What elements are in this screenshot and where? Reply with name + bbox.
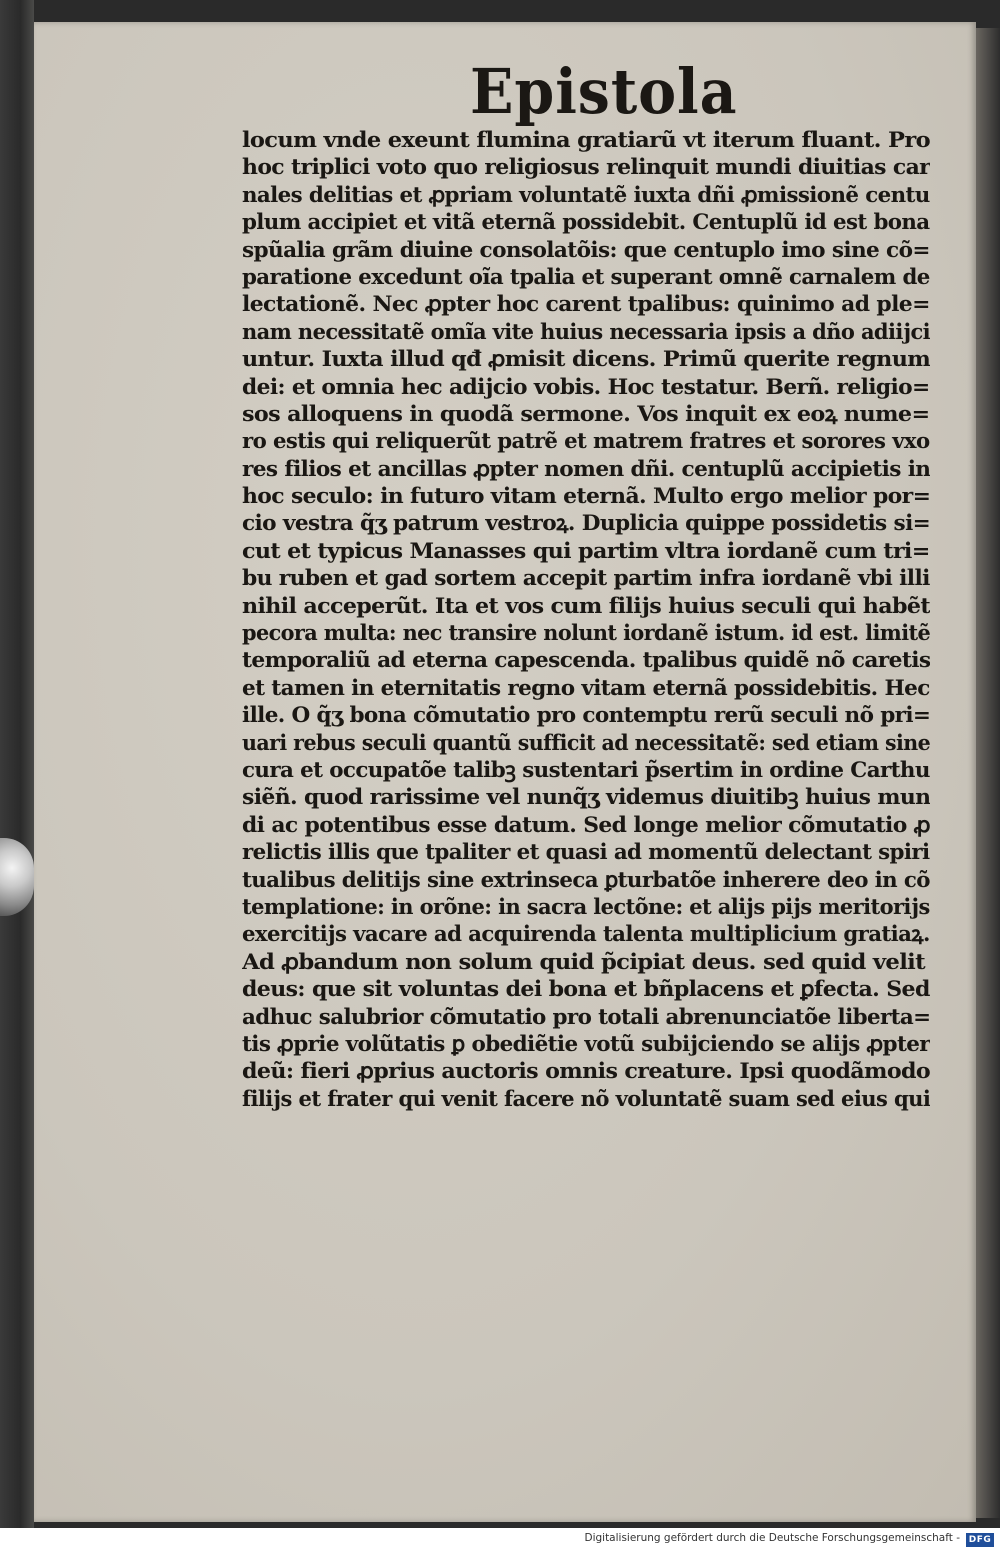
text-line: nales delitias et ꝓpriam voluntatẽ iuxta dñi ꝓmissionẽ centu (242, 181, 930, 207)
text-line: untur. Iuxta illud qđ ꝓmisit dicens. Primũ querite regnum (242, 346, 930, 372)
text-line: exercitĳs vacare ad acquirenda talenta multiplicium gratiaꝝ. (242, 921, 930, 947)
text-line: sos alloquens in quodã sermone. Vos inquit ex eoꝝ nume= (242, 400, 930, 426)
text-line: di ac potentibus esse datum. Sed longe melior cõmutatio ꝓ (242, 811, 930, 837)
text-line: templatione: in orõne: in sacra lectõne: et alĳs pĳs meritorĳs (242, 893, 930, 919)
text-line: pecora multa: nec transire nolunt iordanẽ istum. id est. limitẽ (242, 620, 930, 646)
dfg-logo-icon: DFG (966, 1533, 994, 1547)
text-line: res filios et ancillas ꝓpter nomen dñi. centuplũ accipietis in (242, 455, 930, 481)
text-line: hoc triplici voto quo religiosus relinquit mundi diuitias car (242, 154, 930, 180)
text-line: bu ruben et gad sortem accepit partim infra iordanẽ vbi illi (242, 565, 930, 591)
text-line: siẽñ. quod rarissime vel nunq̃ʒ videmus diuitibꝫ huius mun (242, 784, 930, 810)
text-line: deus: que sit voluntas dei bona et bñplacens et ꝑfecta. Sed (242, 976, 930, 1002)
text-line: nam necessitatẽ omĩa vite huius necessaria ipsis a dño adiĳci (242, 318, 930, 344)
text-line: plum accipiet et vitã eternã possidebit. Centuplũ id est bona (242, 209, 930, 235)
text-line: hoc seculo: in futuro vitam eternã. Multo ergo melior por= (242, 483, 930, 509)
text-line: ille. O q̃ʒ bona cõmutatio pro contemptu rerũ seculi nõ pri= (242, 702, 930, 728)
book-binding (0, 0, 34, 1528)
text-line: cio vestra q̃ʒ patrum vestroꝝ. Duplicia quippe possidetis si= (242, 510, 930, 536)
text-line: tualibus delitĳs sine extrinseca ꝑturbatõe inherere deo in cõ (242, 866, 930, 892)
text-line: filĳs et frater qui venit facere nõ voluntatẽ suam sed eius qui (242, 1085, 930, 1111)
text-line: dei: et omnia hec adĳcio vobis. Hoc testatur. Berñ. religio= (242, 373, 930, 399)
text-line: uari rebus seculi quantũ sufficit ad necessitatẽ: sed etiam sine (242, 729, 930, 755)
text-line: nihil acceperũt. Ita et vos cum filĳs huius seculi qui habẽt (242, 592, 930, 618)
text-line: paratione excedunt oĩa tpalia et superant omnẽ carnalem de (242, 263, 930, 289)
text-line: spũalia grãm diuine consolatõis: que centuplo imo sine cõ= (242, 236, 930, 262)
text-line: relictis illis que tpaliter et quasi ad momentũ delectant spiri (242, 839, 930, 865)
page-edge (976, 28, 1000, 1518)
text-line: cura et occupatõe talibꝫ sustentari p̃sertim in ordine Carthu (242, 756, 930, 782)
text-line: Ad ꝓbandum non solum quid p̃cipiat deus. sed quid velit (242, 948, 925, 974)
text-line: ro estis qui reliquerũt patrẽ et matrem fratres et sorores vxo (242, 428, 930, 454)
text-line: temporaliũ ad eterna capescenda. tpalibus quidẽ nõ caretis (242, 647, 930, 673)
footer-bar (0, 1528, 1000, 1553)
text-line: locum vnde exeunt flumina gratiarũ vt iterum fluant. Pro (242, 127, 930, 152)
text-line: et tamen in eternitatis regno vitam eternã possidebitis. Hec (242, 674, 930, 700)
text-line: lectationẽ. Nec ꝓpter hoc carent tpalibus: quinimo ad ple= (242, 291, 930, 317)
page-heading: Epistola (470, 55, 738, 128)
text-line: tis ꝓprie volũtatis ꝑ obediẽtie votũ subĳciendo se alĳs ꝓpter (242, 1030, 930, 1056)
text-line: deũ: fieri ꝓprius auctoris omnis creature. Ipsi quodãmodo (242, 1058, 930, 1084)
text-line: adhuc salubrior cõmutatio pro totali abrenunciatõe liberta= (242, 1003, 930, 1029)
text-line: cut et typicus Manasses qui partim vltra iordanẽ cum tri= (242, 537, 930, 563)
footer-credit: Digitalisierung gefördert durch die Deutsche Forschungsgemeinschaft - (584, 1532, 960, 1544)
text-column (242, 126, 932, 1112)
